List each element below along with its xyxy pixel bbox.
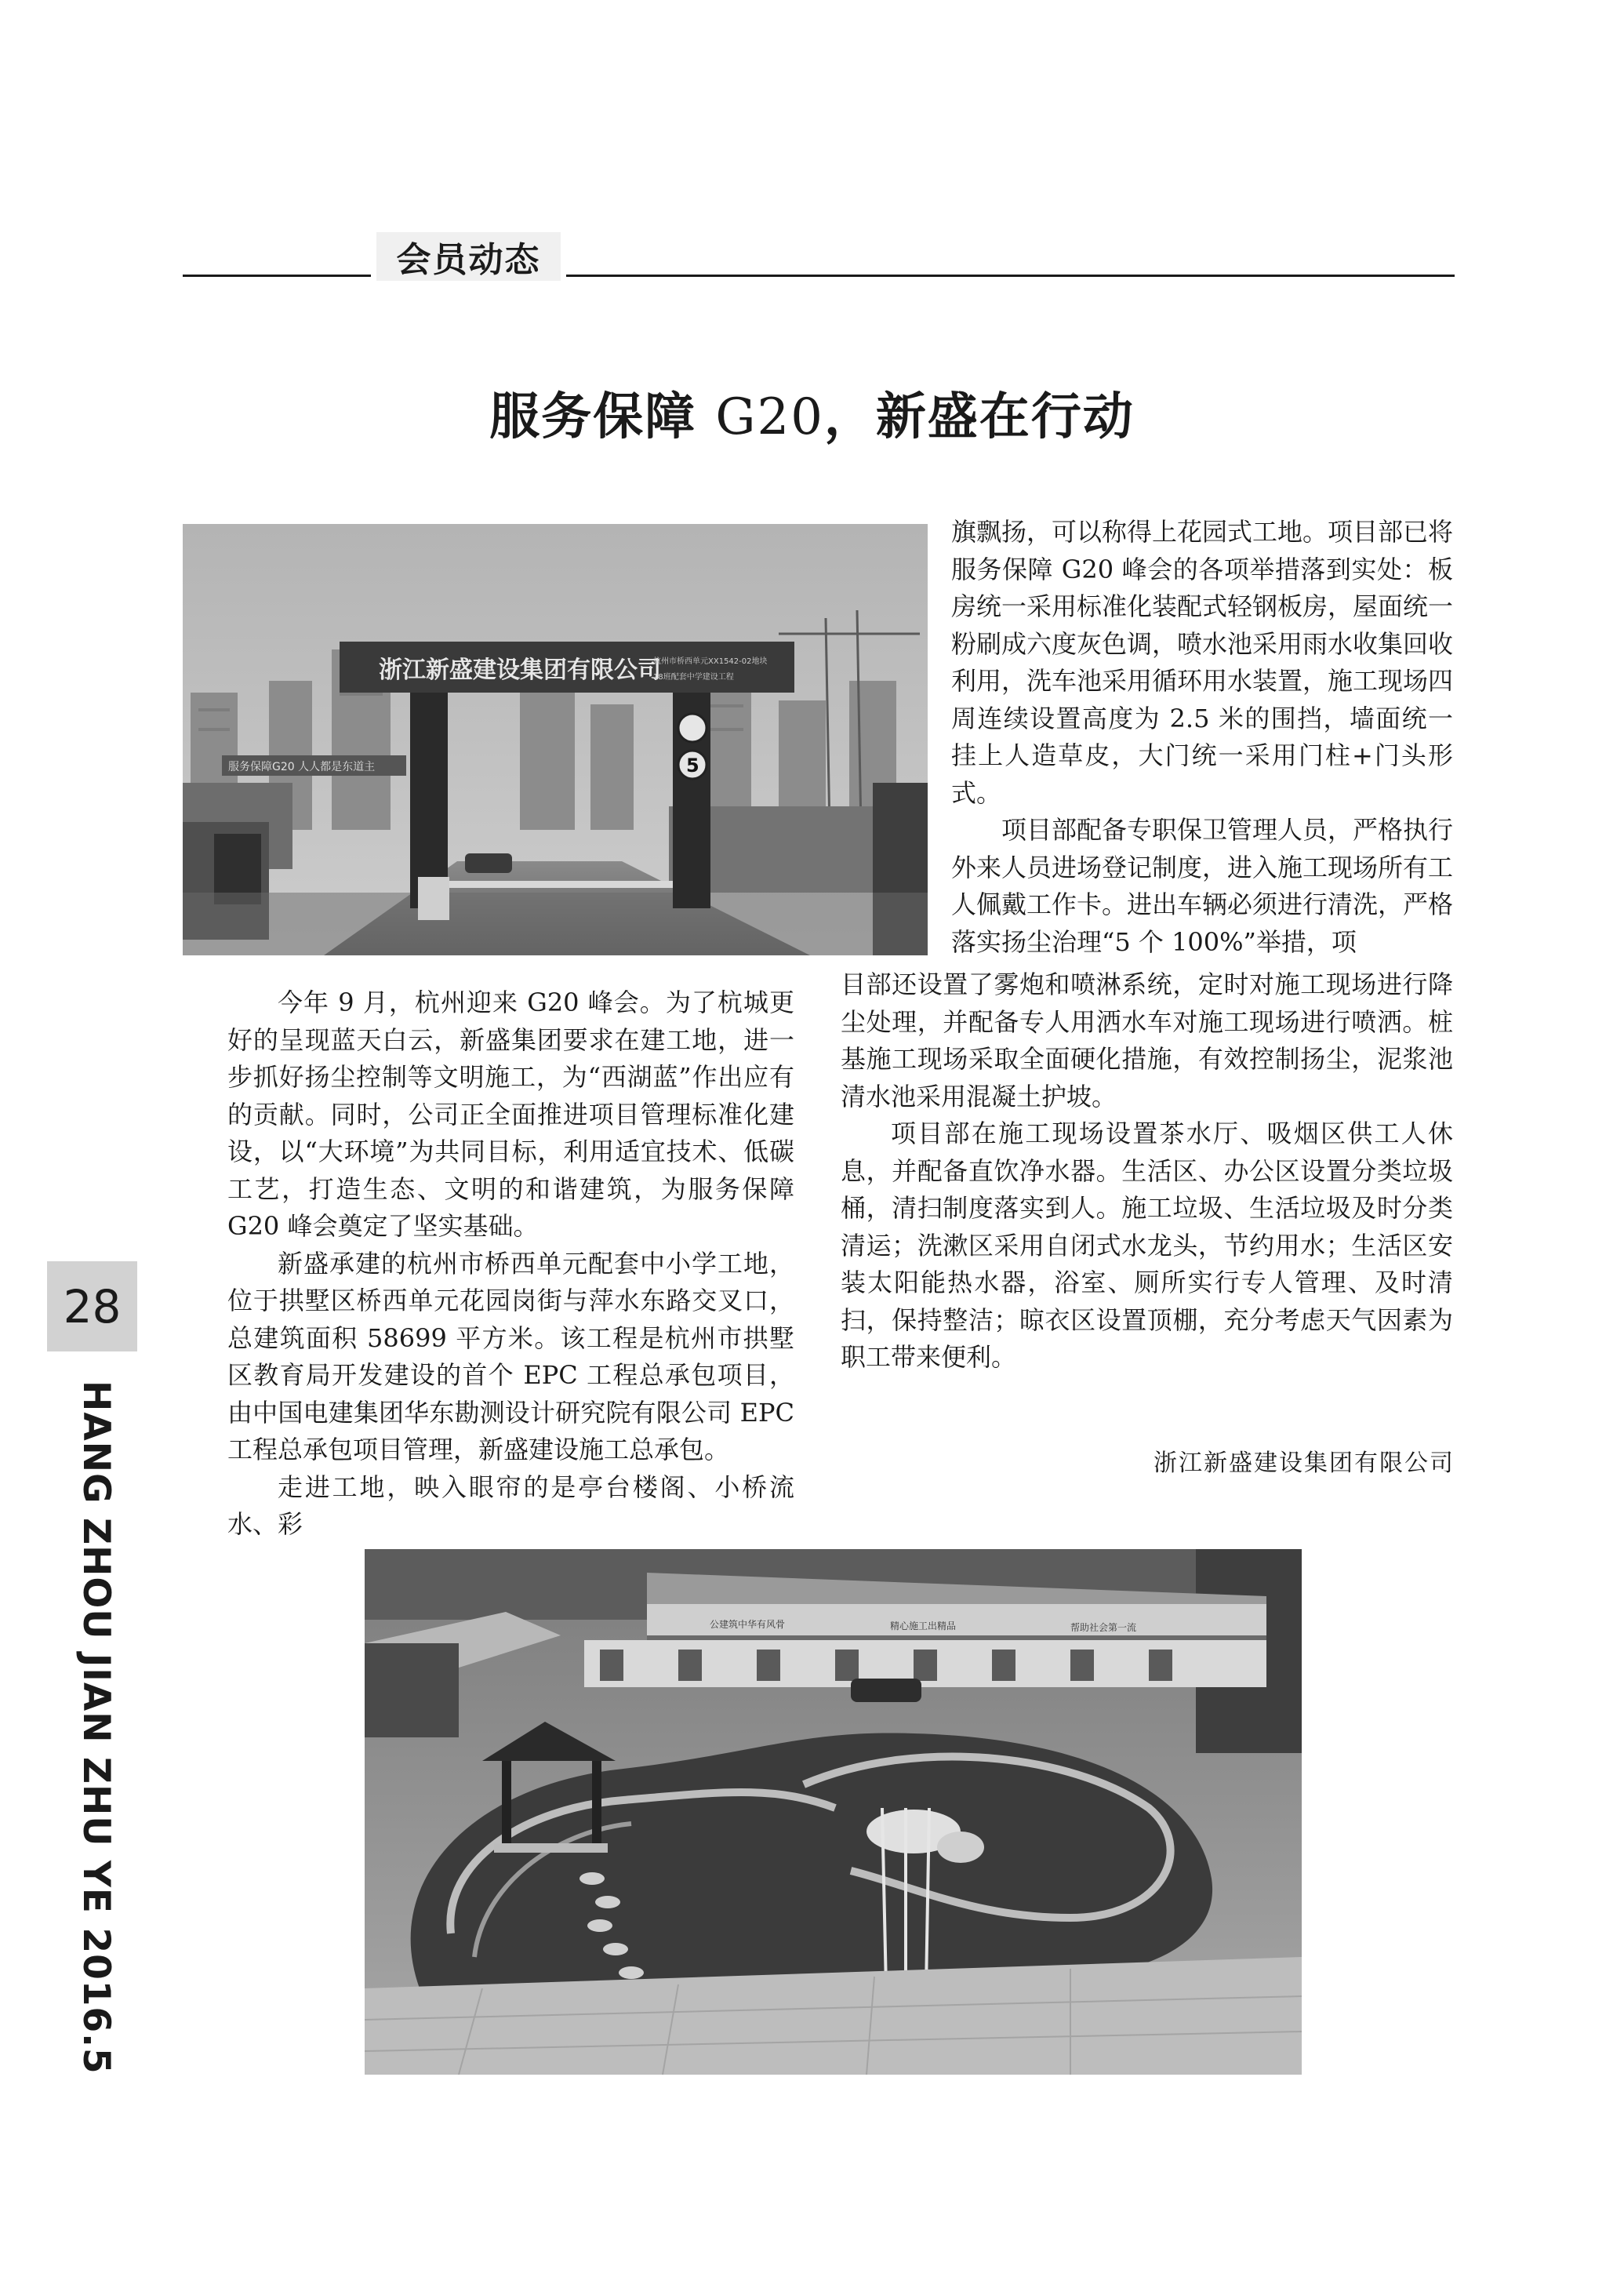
header-rule-right (566, 275, 1455, 277)
title-latin: G20 (715, 388, 824, 446)
paragraph: 项目部在施工现场设置茶水厅、吸烟区供工人休息，并配备直饮净水器。生活区、办公区设置分类垃圾桶，清扫制度落实到人。施工垃圾、生活垃圾及时分类清运；洗漱区采用自闭式水龙头，节约用水；生活区安装太阳能热水器，浴室、厕所实行专人管理、及时清扫，保持整洁；晾衣区设置顶棚，充分考虑天气因素为职工带来便利。 (841, 1119, 1453, 1372)
paragraph: 项目部配备专职保卫管理人员，严格执行外来人员进场登记制度，进入施工现场所有工人佩戴工作卡。进出车辆必须进行清洗，严格落实扬尘治理“5 个 100%”举措，项 (951, 815, 1454, 957)
text-column-right-top (951, 514, 1453, 961)
page-number: 28 (47, 1261, 137, 1351)
article-title (0, 376, 1624, 449)
gate-sign-text: 浙江新盛建设集团有限公司 (379, 657, 661, 684)
paragraph: 新盛承建的杭州市桥西单元配套中小学工地，位于拱墅区桥西单元花园岗街与萍水东路交叉口，总建筑面积 58699 平方米。该工程是杭州市拱墅区教育局开发建设的首个 EPC 工程总承包项目，由中国电建集团华东勘测设计研究院有限公司 EPC 工程总承包项目管理，新盛建设施工总承包。 (227, 1248, 794, 1464)
gate-sign-small-2: 18班配套中学建设工程 (653, 673, 734, 682)
building-slogan-1: 公建筑中华有风骨 (710, 1619, 786, 1630)
paragraph: 目部还设置了雾炮和喷淋系统，定时对施工现场进行降尘处理，并配备专人用洒水车对施工现场进行喷洒。桩基施工现场采取全面硬化措施，有效控制扬尘，泥浆池清水池采用混凝土护坡。 (841, 969, 1453, 1111)
header-rule-left (183, 275, 371, 277)
paragraph: 旗飘扬，可以称得上花园式工地。项目部已将服务保障 G20 峰会的各项举措落到实处：板房统一采用标准化装配式轻钢板房，屋面统一粉刷成六度灰色调，喷水池采用雨水收集回收利用，洗车池采用循环用水装置，施工现场四周连续设置高度为 2.5 米的围挡，墙面统一挂上人造草皮，大门统一采用门柱+门头形式。 (951, 517, 1454, 808)
photo-garden-site (365, 1549, 1302, 2075)
text-column-right-bottom (841, 966, 1453, 1377)
title-part-2: ，新盛在行动 (823, 388, 1135, 446)
gate-banner-text: 服务保障G20 人人都是东道主 (228, 761, 376, 773)
photo-site-gate (183, 524, 928, 955)
building-slogan-2: 精心施工出精品 (890, 1621, 957, 1631)
gate-sign-small-1: 杭州市桥西单元XX1542-02地块 (653, 657, 768, 666)
title-part-1: 服务保障 (489, 388, 716, 446)
magazine-name: HANG ZHOU JIAN ZHU YE 2016.5 (74, 1380, 118, 2075)
section-label: 会员动态 (376, 232, 561, 281)
paragraph: 走进工地，映入眼帘的是亭台楼阁、小桥流水、彩 (227, 1471, 794, 1539)
article-author: 浙江新盛建设集团有限公司 (1154, 1450, 1455, 1477)
speed-limit-number: 5 (686, 755, 699, 777)
paragraph: 今年 9 月，杭州迎来 G20 峰会。为了杭城更好的呈现蓝天白云，新盛集团要求在建工地，进一步抓好扬尘控制等文明施工，为“西湖蓝”作出应有的贡献。同时，公司正全面推进项目管理标准化建设，以“大环境”为共同目标，利用适宜技术、低碳工艺，打造生态、文明的和谐建筑，为服务保障 G20 峰会奠定了坚实基础。 (227, 988, 794, 1241)
text-column-left (227, 984, 794, 1544)
building-slogan-3: 帮助社会第一流 (1070, 1622, 1137, 1633)
